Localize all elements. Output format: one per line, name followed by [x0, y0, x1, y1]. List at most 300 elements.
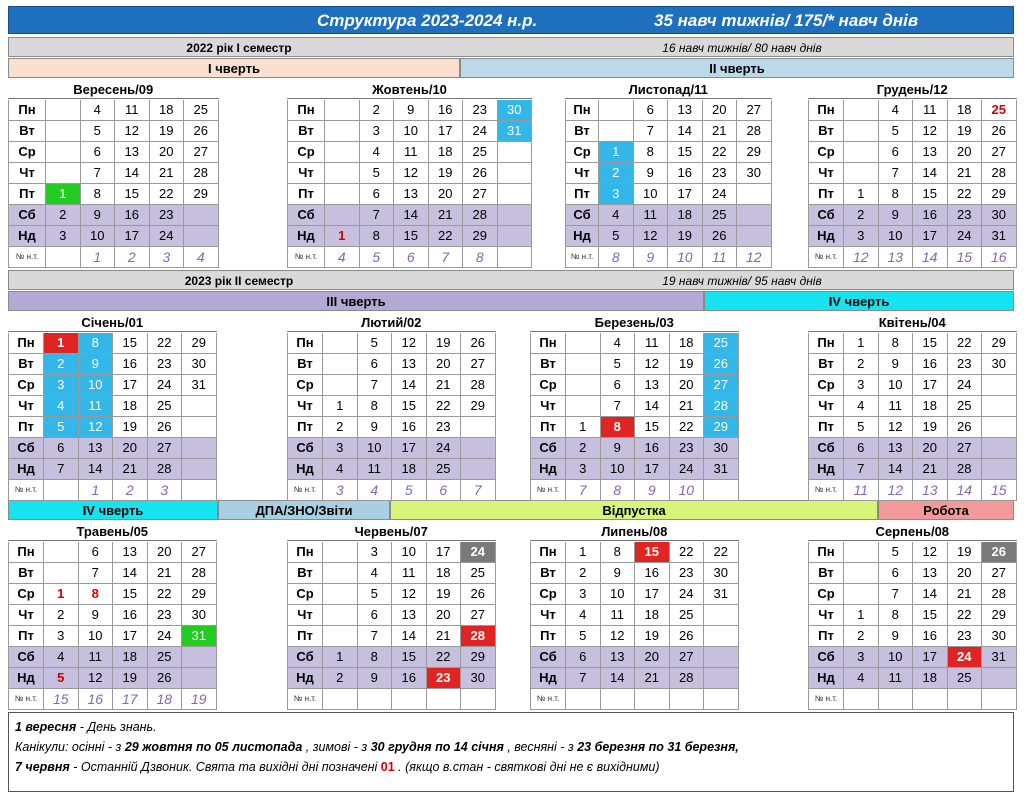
- day-cell: 4: [44, 396, 79, 417]
- quarter-3-band: ІІІ чверть: [8, 291, 704, 311]
- day-cell: [323, 354, 358, 375]
- weekday-label: Вт: [808, 354, 844, 375]
- note-line-1: 1 вересня - День знань.: [15, 720, 157, 734]
- weekday-label: Пн: [287, 333, 323, 354]
- day-cell: 24: [670, 584, 705, 605]
- weekday-label: Чт: [808, 605, 844, 626]
- day-cell: 20: [427, 354, 462, 375]
- day-cell: 6: [566, 647, 601, 668]
- day-cell: 19: [635, 626, 670, 647]
- weekday-label: Пт: [8, 184, 46, 205]
- weekday-label: Пн: [808, 333, 844, 354]
- weekday-label: Ср: [287, 584, 323, 605]
- day-cell: 10: [879, 647, 914, 668]
- weekday-label: Пт: [808, 184, 844, 205]
- weekday-label: Пт: [287, 626, 323, 647]
- day-cell: 1: [44, 333, 79, 354]
- week-number-cell: [461, 689, 496, 710]
- day-cell: 21: [429, 205, 464, 226]
- weekday-label: Вт: [808, 563, 844, 584]
- week-number-cell: 17: [113, 689, 148, 710]
- day-cell: 3: [844, 647, 879, 668]
- day-cell: 27: [982, 142, 1017, 163]
- day-cell: [44, 563, 79, 584]
- day-cell: 13: [879, 438, 914, 459]
- day-cell: [844, 142, 879, 163]
- day-cell: 16: [635, 563, 670, 584]
- day-cell: 19: [668, 226, 703, 247]
- day-cell: 22: [703, 142, 738, 163]
- day-cell: 3: [44, 626, 79, 647]
- day-cell: [461, 417, 496, 438]
- week-number-cell: 10: [668, 247, 703, 268]
- day-cell: 7: [44, 459, 79, 480]
- weekday-label: Сб: [8, 438, 44, 459]
- day-cell: 27: [148, 438, 183, 459]
- day-cell: 17: [635, 584, 670, 605]
- week-number-label: № н.т.: [808, 480, 844, 501]
- day-cell: 28: [982, 163, 1017, 184]
- day-cell: 1: [844, 184, 879, 205]
- day-cell: 14: [913, 163, 948, 184]
- day-cell: 17: [913, 375, 948, 396]
- day-cell: 16: [913, 626, 948, 647]
- day-cell: 27: [463, 184, 498, 205]
- week-number-cell: 14: [913, 247, 948, 268]
- day-cell: [566, 375, 601, 396]
- weekday-label: Сб: [808, 438, 844, 459]
- day-cell: 29: [463, 226, 498, 247]
- day-cell: 8: [360, 226, 395, 247]
- day-cell: 19: [913, 417, 948, 438]
- weekday-label: Чт: [8, 163, 46, 184]
- day-cell: 31: [982, 647, 1017, 668]
- week-number-cell: 5: [360, 247, 395, 268]
- weekday-label: Пт: [530, 626, 566, 647]
- day-cell: 18: [635, 605, 670, 626]
- day-cell: 11: [879, 668, 914, 689]
- week-number-cell: 9: [634, 247, 669, 268]
- month-4: [808, 80, 1017, 268]
- weekday-label: Вт: [8, 354, 44, 375]
- day-cell: 25: [703, 205, 738, 226]
- weekday-label: Сб: [287, 205, 325, 226]
- day-cell: 28: [704, 396, 739, 417]
- weekday-label: Пн: [8, 333, 44, 354]
- month-title: Січень/01: [8, 313, 217, 332]
- day-cell: 23: [427, 417, 462, 438]
- month-5: [8, 313, 217, 501]
- day-cell: 26: [703, 226, 738, 247]
- day-cell: 21: [148, 563, 183, 584]
- day-cell: 2: [323, 668, 358, 689]
- day-cell: 11: [879, 396, 914, 417]
- day-cell: 10: [879, 226, 914, 247]
- day-cell: 12: [79, 417, 114, 438]
- day-cell: 29: [182, 333, 217, 354]
- day-cell: 15: [115, 184, 150, 205]
- day-cell: 13: [913, 563, 948, 584]
- day-cell: 23: [670, 563, 705, 584]
- day-cell: 5: [599, 226, 634, 247]
- day-cell: 26: [670, 626, 705, 647]
- day-cell: 28: [737, 121, 772, 142]
- day-cell: [844, 542, 879, 563]
- day-cell: 20: [948, 142, 983, 163]
- day-cell: 18: [948, 100, 983, 121]
- day-cell: 10: [601, 459, 636, 480]
- week-number-cell: 6: [394, 247, 429, 268]
- week-number-cell: [46, 247, 81, 268]
- day-cell: 22: [427, 647, 462, 668]
- day-cell: [182, 417, 217, 438]
- day-cell: 12: [392, 584, 427, 605]
- day-cell: 31: [982, 226, 1017, 247]
- week-number-cell: 9: [635, 480, 670, 501]
- day-cell: 30: [982, 205, 1017, 226]
- semester-2-label: 2023 рік ІІ семестр: [184, 274, 294, 288]
- day-cell: 8: [879, 605, 914, 626]
- day-cell: 18: [392, 459, 427, 480]
- day-cell: 19: [427, 333, 462, 354]
- day-cell: 4: [44, 647, 79, 668]
- day-cell: 27: [737, 100, 772, 121]
- day-cell: 4: [599, 205, 634, 226]
- day-cell: 23: [148, 354, 183, 375]
- weekday-label: Пн: [808, 542, 844, 563]
- month-title: Липень/08: [530, 522, 739, 541]
- day-cell: [182, 668, 217, 689]
- week-number-cell: 11: [844, 480, 879, 501]
- day-cell: 28: [463, 205, 498, 226]
- day-cell: 24: [703, 184, 738, 205]
- week-number-cell: 2: [115, 247, 150, 268]
- day-cell: [323, 542, 358, 563]
- day-cell: [566, 354, 601, 375]
- day-cell: 17: [913, 226, 948, 247]
- week-number-label: № н.т.: [808, 689, 844, 710]
- day-cell: 11: [913, 100, 948, 121]
- day-cell: 7: [358, 375, 393, 396]
- day-cell: 25: [184, 100, 219, 121]
- weekday-label: Нд: [8, 459, 44, 480]
- day-cell: 13: [115, 142, 150, 163]
- week-number-cell: 3: [148, 480, 183, 501]
- title-right: 35 навч тижнів/ 175/* навч днів: [654, 11, 919, 30]
- day-cell: 20: [670, 375, 705, 396]
- day-cell: 3: [46, 226, 81, 247]
- day-cell: 10: [601, 584, 636, 605]
- day-cell: 14: [879, 459, 914, 480]
- weekday-label: Сб: [565, 205, 599, 226]
- day-cell: 4: [358, 563, 393, 584]
- day-cell: 9: [879, 626, 914, 647]
- week-number-cell: 12: [844, 247, 879, 268]
- day-cell: 18: [670, 333, 705, 354]
- day-cell: 21: [427, 626, 462, 647]
- month-title: Березень/03: [530, 313, 739, 332]
- day-cell: 1: [566, 417, 601, 438]
- week-number-cell: 3: [323, 480, 358, 501]
- weekday-label: Пн: [287, 542, 323, 563]
- weekday-label: Вт: [287, 121, 325, 142]
- day-cell: 17: [635, 459, 670, 480]
- day-cell: 7: [81, 163, 116, 184]
- day-cell: 4: [566, 605, 601, 626]
- week-number-cell: [635, 689, 670, 710]
- day-cell: 7: [360, 205, 395, 226]
- day-cell: 4: [844, 396, 879, 417]
- day-cell: 3: [360, 121, 395, 142]
- week-number-cell: 13: [913, 480, 948, 501]
- day-cell: 24: [150, 226, 185, 247]
- weekday-label: Пт: [287, 184, 325, 205]
- week-number-cell: [392, 689, 427, 710]
- day-cell: 15: [113, 333, 148, 354]
- day-cell: 12: [634, 226, 669, 247]
- semester-2-stats: 19 навч тижнів/ 95 навч днів: [662, 274, 822, 288]
- day-cell: [182, 396, 217, 417]
- day-cell: 15: [392, 647, 427, 668]
- day-cell: 2: [360, 100, 395, 121]
- week-number-cell: [498, 247, 533, 268]
- week-number-cell: [182, 480, 217, 501]
- day-cell: 4: [360, 142, 395, 163]
- day-cell: 21: [948, 163, 983, 184]
- day-cell: 18: [427, 563, 462, 584]
- day-cell: 12: [913, 121, 948, 142]
- month-1: [8, 80, 219, 268]
- day-cell: 25: [948, 668, 983, 689]
- weekday-label: Ср: [8, 584, 44, 605]
- day-cell: [46, 163, 81, 184]
- day-cell: 13: [668, 100, 703, 121]
- day-cell: 3: [323, 438, 358, 459]
- day-cell: 26: [948, 417, 983, 438]
- day-cell: 9: [601, 438, 636, 459]
- day-cell: 15: [635, 417, 670, 438]
- day-cell: 12: [635, 354, 670, 375]
- day-cell: 8: [79, 584, 114, 605]
- quarter-2-band: ІІ чверть: [460, 58, 1014, 78]
- weekday-label: Пт: [8, 417, 44, 438]
- day-cell: 25: [982, 100, 1017, 121]
- day-cell: 19: [948, 542, 983, 563]
- weekday-label: Нд: [287, 226, 325, 247]
- day-cell: 5: [566, 626, 601, 647]
- day-cell: 25: [427, 459, 462, 480]
- day-cell: 21: [113, 459, 148, 480]
- day-cell: 16: [913, 354, 948, 375]
- day-cell: [566, 396, 601, 417]
- day-cell: 11: [392, 563, 427, 584]
- weekday-label: Нд: [565, 226, 599, 247]
- day-cell: 22: [148, 333, 183, 354]
- day-cell: 8: [601, 542, 636, 563]
- day-cell: 13: [913, 142, 948, 163]
- day-cell: [844, 121, 879, 142]
- day-cell: 17: [113, 626, 148, 647]
- day-cell: 29: [737, 142, 772, 163]
- day-cell: [737, 205, 772, 226]
- day-cell: 29: [704, 417, 739, 438]
- weekday-label: Нд: [287, 459, 323, 480]
- week-number-cell: 2: [113, 480, 148, 501]
- week-number-cell: 12: [879, 480, 914, 501]
- week-number-label: № н.т.: [8, 480, 44, 501]
- day-cell: 24: [948, 226, 983, 247]
- week-number-cell: 4: [325, 247, 360, 268]
- weekday-label: Пт: [8, 626, 44, 647]
- day-cell: 20: [113, 438, 148, 459]
- weekday-label: Ср: [530, 584, 566, 605]
- day-cell: 25: [148, 396, 183, 417]
- day-cell: 28: [461, 626, 496, 647]
- week-number-cell: [879, 689, 914, 710]
- day-cell: 13: [113, 542, 148, 563]
- day-cell: [982, 417, 1017, 438]
- day-cell: 7: [879, 163, 914, 184]
- day-cell: 6: [358, 354, 393, 375]
- day-cell: 4: [81, 100, 116, 121]
- semester-1-stats: 16 навч тижнів/ 80 навч днів: [662, 41, 822, 55]
- week-number-cell: 11: [703, 247, 738, 268]
- day-cell: 11: [115, 100, 150, 121]
- weekday-label: Пн: [530, 542, 566, 563]
- day-cell: [325, 142, 360, 163]
- day-cell: 31: [704, 584, 739, 605]
- day-cell: 5: [360, 163, 395, 184]
- month-title: Листопад/11: [565, 80, 772, 99]
- week-number-cell: 1: [81, 247, 116, 268]
- day-cell: 22: [704, 542, 739, 563]
- day-cell: 17: [115, 226, 150, 247]
- day-cell: 9: [358, 417, 393, 438]
- day-cell: [566, 333, 601, 354]
- day-cell: 12: [601, 626, 636, 647]
- weekday-label: Вт: [8, 121, 46, 142]
- day-cell: 1: [599, 142, 634, 163]
- day-cell: 2: [44, 605, 79, 626]
- month-7: [530, 313, 739, 501]
- day-cell: 12: [879, 417, 914, 438]
- day-cell: 5: [44, 417, 79, 438]
- day-cell: [325, 205, 360, 226]
- weekday-label: Чт: [565, 163, 599, 184]
- day-cell: 13: [392, 605, 427, 626]
- week-number-cell: 12: [737, 247, 772, 268]
- day-cell: 7: [358, 626, 393, 647]
- day-cell: 18: [429, 142, 464, 163]
- month-10: [287, 522, 496, 710]
- day-cell: [46, 100, 81, 121]
- weekday-label: Чт: [287, 163, 325, 184]
- day-cell: 26: [982, 121, 1017, 142]
- week-number-cell: 8: [463, 247, 498, 268]
- day-cell: [498, 142, 533, 163]
- day-cell: 21: [150, 163, 185, 184]
- day-cell: 18: [113, 396, 148, 417]
- day-cell: 1: [325, 226, 360, 247]
- day-cell: 9: [79, 605, 114, 626]
- day-cell: 30: [498, 100, 533, 121]
- day-cell: 8: [879, 184, 914, 205]
- day-cell: 26: [184, 121, 219, 142]
- weekday-label: Сб: [808, 205, 844, 226]
- weekday-label: Сб: [530, 438, 566, 459]
- quarter-1-band: І чверть: [8, 58, 460, 78]
- day-cell: 16: [392, 417, 427, 438]
- day-cell: 27: [948, 438, 983, 459]
- weekday-label: Чт: [8, 396, 44, 417]
- day-cell: [844, 584, 879, 605]
- day-cell: 2: [44, 354, 79, 375]
- day-cell: 15: [668, 142, 703, 163]
- week-number-label: № н.т.: [287, 247, 325, 268]
- weekday-label: Пн: [8, 100, 46, 121]
- day-cell: [323, 626, 358, 647]
- day-cell: 30: [982, 626, 1017, 647]
- day-cell: [323, 563, 358, 584]
- month-8: [808, 313, 1017, 501]
- weekday-label: Вт: [530, 563, 566, 584]
- day-cell: 31: [182, 375, 217, 396]
- day-cell: 2: [323, 417, 358, 438]
- day-cell: 22: [670, 417, 705, 438]
- day-cell: 18: [150, 100, 185, 121]
- day-cell: 5: [44, 668, 79, 689]
- day-cell: 23: [948, 205, 983, 226]
- day-cell: [46, 121, 81, 142]
- day-cell: 20: [913, 438, 948, 459]
- day-cell: 7: [601, 396, 636, 417]
- day-cell: 23: [948, 354, 983, 375]
- day-cell: 13: [392, 354, 427, 375]
- month-title: Червень/07: [287, 522, 496, 541]
- weekday-label: Пт: [530, 417, 566, 438]
- day-cell: 17: [913, 647, 948, 668]
- day-cell: 2: [46, 205, 81, 226]
- day-cell: 20: [148, 542, 183, 563]
- day-cell: 1: [844, 605, 879, 626]
- day-cell: 21: [635, 668, 670, 689]
- day-cell: 24: [463, 121, 498, 142]
- day-cell: 27: [461, 605, 496, 626]
- day-cell: [844, 563, 879, 584]
- day-cell: 9: [879, 354, 914, 375]
- weekday-label: Пн: [287, 100, 325, 121]
- weekday-label: Пт: [808, 417, 844, 438]
- day-cell: 1: [844, 333, 879, 354]
- week-number-cell: 15: [44, 689, 79, 710]
- weekday-label: Ср: [530, 375, 566, 396]
- day-cell: 28: [182, 563, 217, 584]
- week-number-label: № н.т.: [530, 689, 566, 710]
- month-title: Квітень/04: [808, 313, 1017, 332]
- day-cell: 8: [79, 333, 114, 354]
- week-number-label: № н.т.: [8, 689, 44, 710]
- day-cell: 22: [948, 605, 983, 626]
- day-cell: 12: [394, 163, 429, 184]
- day-cell: 3: [566, 459, 601, 480]
- weekday-label: Вт: [287, 354, 323, 375]
- day-cell: 11: [79, 396, 114, 417]
- day-cell: 19: [150, 121, 185, 142]
- day-cell: 5: [844, 417, 879, 438]
- weekday-label: Нд: [287, 668, 323, 689]
- day-cell: 26: [461, 584, 496, 605]
- day-cell: 29: [184, 184, 219, 205]
